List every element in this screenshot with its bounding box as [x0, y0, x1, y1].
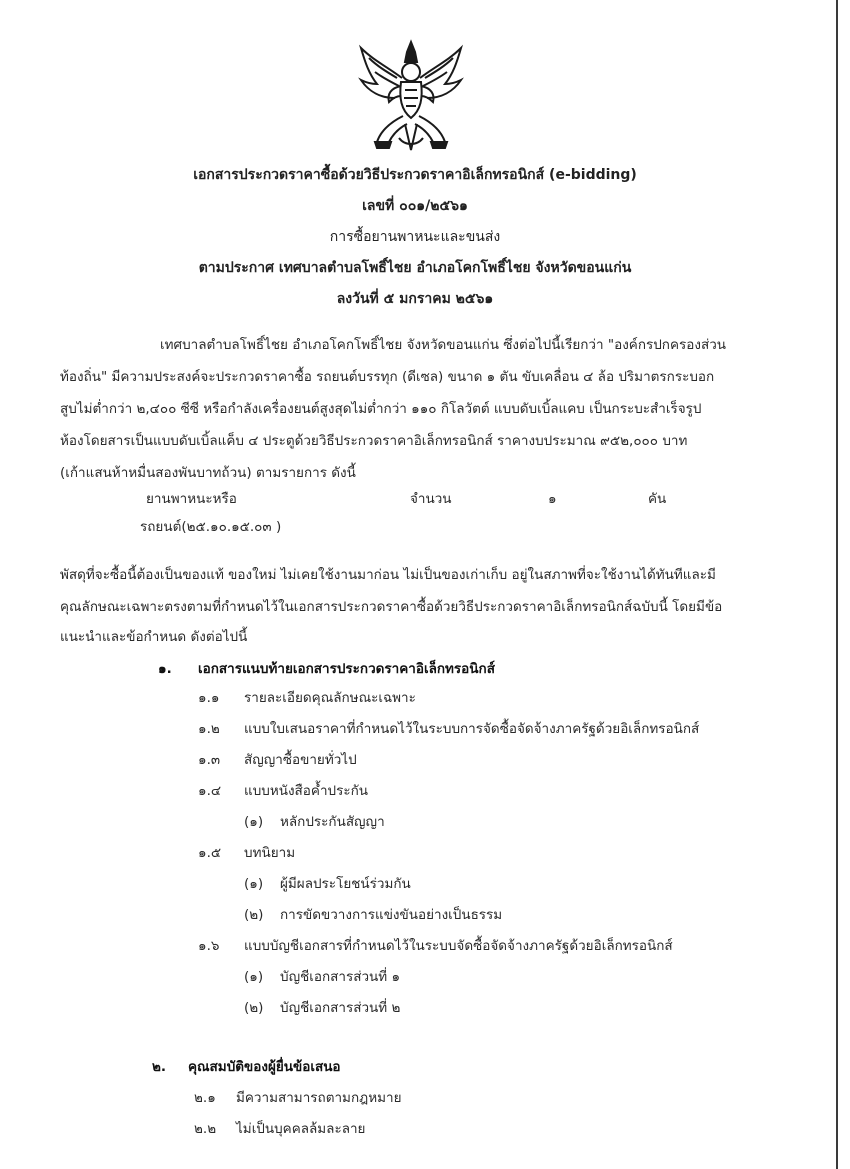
item-1-6-2-text: บัญชีเอกสารส่วนที่ ๒	[280, 1000, 401, 1016]
item-name-line-2: รถยนต์(๒๕.๑๐.๑๕.๐๓ )	[140, 519, 282, 535]
item-1-4-1-number: (๑)	[244, 814, 264, 830]
item-1-6-2-number: (๒)	[244, 1000, 264, 1016]
conditions-line-2: คุณลักษณะเฉพาะตรงตามที่กำหนดไว้ในเอกสารประกวดราคาซื้อด้วยวิธีประกวดราคาอิเล็กทรอนิกส์ฉบับนี้ โดยมีข้อ	[60, 599, 723, 615]
document-number: เลขที่ ๐๐๑/๒๕๖๑	[362, 198, 468, 214]
item-1-1-text: รายละเอียดคุณลักษณะเฉพาะ	[244, 690, 416, 706]
garuda-emblem-icon	[355, 38, 467, 156]
item-name-line-1: ยานพาหนะหรือ	[146, 491, 237, 507]
intro-line-4: ห้องโดยสารเป็นแบบดับเบิ้ลแค็บ ๔ ประตูด้วยวิธีประกวดราคาอิเล็กทรอนิกส์ ราคางบประมาณ ๙๕๒,๐๐๐ บาท	[60, 433, 688, 449]
item-1-4-1-text: หลักประกันสัญญา	[280, 814, 385, 830]
item-1-6-1-number: (๑)	[244, 969, 264, 985]
section-2-title: คุณสมบัติของผู้ยื่นข้อเสนอ	[188, 1059, 341, 1075]
item-unit: คัน	[648, 491, 667, 507]
conditions-line-3: แนะนำและข้อกำหนด ดังต่อไปนี้	[60, 629, 248, 645]
intro-line-2: ท้องถิ่น" มีความประสงค์จะประกวดราคาซื้อ รถยนต์บรรทุก (ดีเซล) ขนาด ๑ ตัน ขับเคลื่อน ๔ ล้อ ปริมาตรกระบอก	[60, 369, 715, 385]
item-1-5-1-text: ผู้มีผลประโยชน์ร่วมกัน	[280, 876, 411, 892]
section-1-title: เอกสารแนบท้ายเอกสารประกวดราคาอิเล็กทรอนิกส์	[198, 661, 495, 677]
item-2-2-text: ไม่เป็นบุคคลล้มละลาย	[236, 1121, 366, 1137]
item-1-3-text: สัญญาซื้อขายทั่วไป	[244, 752, 357, 768]
conditions-line-1: พัสดุที่จะซื้อนี้ต้องเป็นของแท้ ของใหม่ ไม่เคยใช้งานมาก่อน ไม่เป็นของเก่าเก็บ อยู่ในสภาพที่จะใช้งานได้ทันทีและมี	[60, 567, 716, 583]
item-1-4-number: ๑.๔	[198, 783, 222, 799]
item-2-1-text: มีความสามารถตามกฎหมาย	[236, 1090, 402, 1106]
intro-line-5: (เก้าแสนห้าหมื่นสองพันบาทถ้วน) ตามรายการ ดังนี้	[60, 465, 356, 481]
item-1-5-1-number: (๑)	[244, 876, 264, 892]
document-title: เอกสารประกวดราคาซื้อด้วยวิธีประกวดราคาอิเล็กทรอนิกส์ (e-bidding)	[193, 167, 637, 183]
item-2-2-number: ๒.๒	[194, 1121, 217, 1137]
intro-line-1: เทศบาลตำบลโพธิ์ไชย อำเภอโคกโพธิ์ไชย จังหวัดขอนแก่น ซึ่งต่อไปนี้เรียกว่า "องค์กรปกครองส่วน	[160, 337, 727, 353]
item-quantity-label: จำนวน	[410, 491, 452, 507]
item-1-5-2-number: (๒)	[244, 907, 264, 923]
item-1-5-number: ๑.๕	[198, 845, 222, 861]
item-quantity: ๑	[548, 491, 557, 507]
item-2-1-number: ๒.๑	[194, 1090, 216, 1106]
item-1-2-number: ๑.๒	[198, 721, 220, 737]
announcement-date: ลงวันที่ ๕ มกราคม ๒๕๖๑	[336, 291, 494, 307]
item-1-6-number: ๑.๖	[198, 938, 220, 954]
item-1-2-text: แบบใบเสนอราคาที่กำหนดไว้ในระบบการจัดซื้อจัดจ้างภาครัฐด้วยอิเล็กทรอนิกส์	[244, 721, 700, 737]
item-1-4-text: แบบหนังสือค้ำประกัน	[244, 783, 368, 799]
item-1-5-text: บทนิยาม	[244, 845, 296, 861]
scan-edge-line	[836, 0, 838, 1169]
announcement-line: ตามประกาศ เทศบาลตำบลโพธิ์ไชย อำเภอโคกโพธิ์ไชย จังหวัดขอนแก่น	[198, 260, 632, 276]
item-1-6-text: แบบบัญชีเอกสารที่กำหนดไว้ในระบบจัดซื้อจัดจ้างภาครัฐด้วยอิเล็กทรอนิกส์	[244, 938, 673, 954]
item-1-1-number: ๑.๑	[198, 690, 220, 706]
section-2-number: ๒.	[152, 1059, 167, 1075]
intro-line-3: สูบไม่ต่ำกว่า ๒,๔๐๐ ซีซี หรือกำลังเครื่องยนต์สูงสุดไม่ต่ำกว่า ๑๑๐ กิโลวัตต์ แบบดับเบิ้ลแคบ เป็นกระบะสำเร็จรูป	[60, 401, 702, 417]
item-1-5-2-text: การขัดขวางการแข่งขันอย่างเป็นธรรม	[280, 907, 503, 923]
section-1-number: ๑.	[158, 661, 172, 677]
procurement-subject: การซื้อยานพาหนะและขนส่ง	[329, 229, 501, 245]
item-1-3-number: ๑.๓	[198, 752, 221, 768]
item-1-6-1-text: บัญชีเอกสารส่วนที่ ๑	[280, 969, 401, 985]
